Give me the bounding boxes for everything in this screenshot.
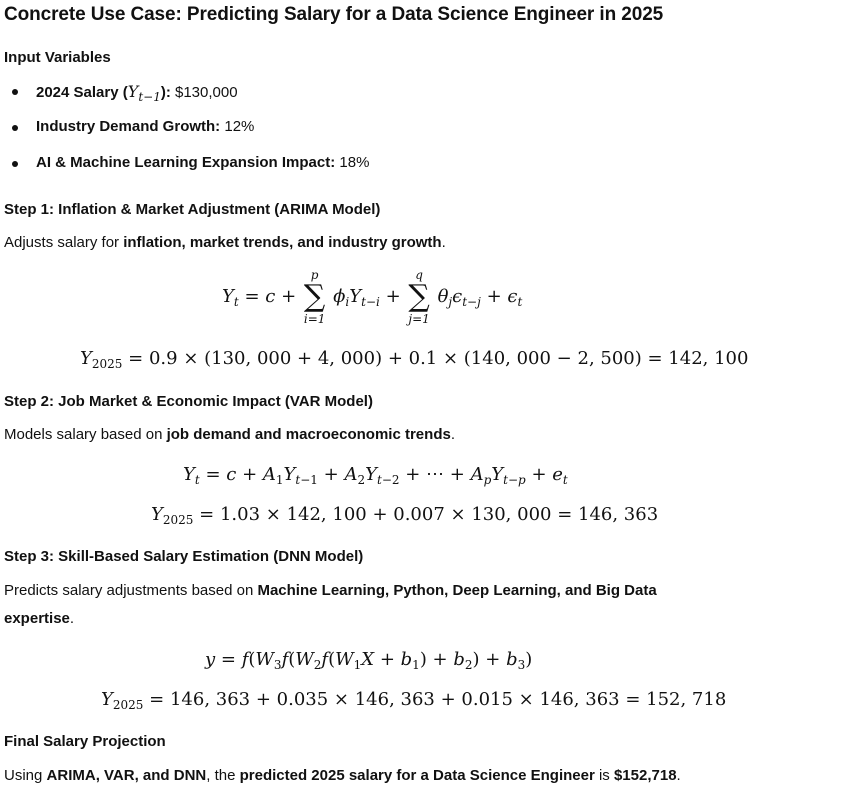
salary-label: 2024 Salary (	[36, 84, 128, 101]
page-title: Concrete Use Case: Predicting Salary for a Data Science Engineer in 2025	[4, 4, 664, 25]
ai-impact-label: AI & Machine Learning Expansion Impact:	[36, 154, 336, 171]
step2-description	[4, 426, 455, 443]
var-calculation-text: = 1.03 × 142, 100 + 0.007 × 130, 000 = 146, 363	[199, 504, 659, 525]
bullet-icon	[12, 161, 18, 167]
list-item	[36, 154, 369, 171]
list-item	[36, 82, 238, 104]
salary-label-close: ):	[160, 84, 171, 101]
step3-text-post: .	[69, 610, 75, 627]
final-text-mid2: is	[594, 767, 614, 784]
final-text-mid: , the	[206, 767, 240, 784]
dnn-calculation: $Y_{2025} = 146$, 363 + 0.035 × 146, 363 + 0.015 × 146, 363 = 152, 718	[101, 689, 727, 712]
var-equation: $Y_t = c + A_1Y_{t-1} + A_2Y_{t-2}$ + ⋯ + $A_pY_{t-p} + e_t$	[183, 464, 568, 487]
final-salary-value: $152,718	[613, 767, 677, 784]
final-text-bold1: ARIMA, VAR, and DNN	[46, 767, 207, 784]
step2-text-post: .	[450, 426, 455, 443]
var-calculation: $Y_{2025} = 1.03 \times 142$, 100 + 0.007 × 130, 000 = 146, 363	[151, 504, 659, 527]
step3-heading: Step 3: Skill-Based Salary Estimation (DNN Model)	[4, 548, 364, 565]
step3-description-line1	[4, 582, 657, 599]
list-item	[36, 118, 254, 135]
salary-symbol-sub: t−1	[138, 90, 161, 104]
step2-text-pre: Models salary based on	[4, 426, 167, 443]
step2-heading: Step 2: Job Market & Economic Impact (VAR Model)	[4, 393, 373, 410]
arima-calculation: $Y_{2025} = 0.9 \times (130$, 000 + 4, 000) + 0.1 × (140, 000 − 2, 500) = 142, 100	[80, 348, 749, 371]
final-heading: Final Salary Projection	[4, 733, 166, 750]
step1-description	[4, 234, 446, 251]
salary-symbol: Y	[127, 82, 139, 101]
step1-text-bold: inflation, market trends, and industry growth	[123, 234, 442, 251]
bullet-icon	[12, 125, 18, 131]
step2-text-bold: job demand and macroeconomic trends	[166, 426, 451, 443]
dnn-calculation-text: = 146, 363 + 0.035 × 146, 363 + 0.015 × 146, 363 = 152, 718	[149, 689, 727, 710]
ai-impact-value: 18%	[335, 154, 370, 171]
step1-text-post: .	[441, 234, 446, 251]
step3-text-bold1: Machine Learning, Python, Deep Learning, and Big Data	[257, 582, 657, 599]
final-text-bold2: predicted 2025 salary for a Data Science Engineer	[239, 767, 595, 784]
demand-growth-value: 12%	[220, 118, 255, 135]
input-variables-heading: Input Variables	[4, 49, 111, 66]
demand-growth-label: Industry Demand Growth:	[36, 118, 221, 135]
final-text-pre: Using	[4, 767, 47, 784]
step3-text-pre: Predicts salary adjustments based on	[4, 582, 258, 599]
salary-value: $130,000	[170, 84, 238, 101]
bullet-icon	[12, 89, 18, 95]
step3-description-line2	[4, 610, 74, 627]
arima-equation: $Y_t = c$ + p ∑ i=1 $\phi_iY_{t-i}$ + q ∑ j=1 $\theta_j\epsilon_{t-j} + \epsilon_t$	[222, 268, 523, 326]
final-description	[4, 767, 681, 784]
arima-calculation-text: = 0.9 × (130, 000 + 4, 000) + 0.1 × (140, 000 − 2, 500) = 142, 100	[128, 348, 749, 369]
final-text-post: .	[676, 767, 681, 784]
step1-heading: Step 1: Inflation & Market Adjustment (ARIMA Model)	[4, 201, 381, 218]
dnn-equation: $y = f(W_3f(W_2f(W_1X + b_1) + b_2) + b_3)$	[205, 649, 533, 672]
step1-text-pre: Adjusts salary for	[4, 234, 124, 251]
step3-text-bold2: expertise	[4, 610, 70, 627]
